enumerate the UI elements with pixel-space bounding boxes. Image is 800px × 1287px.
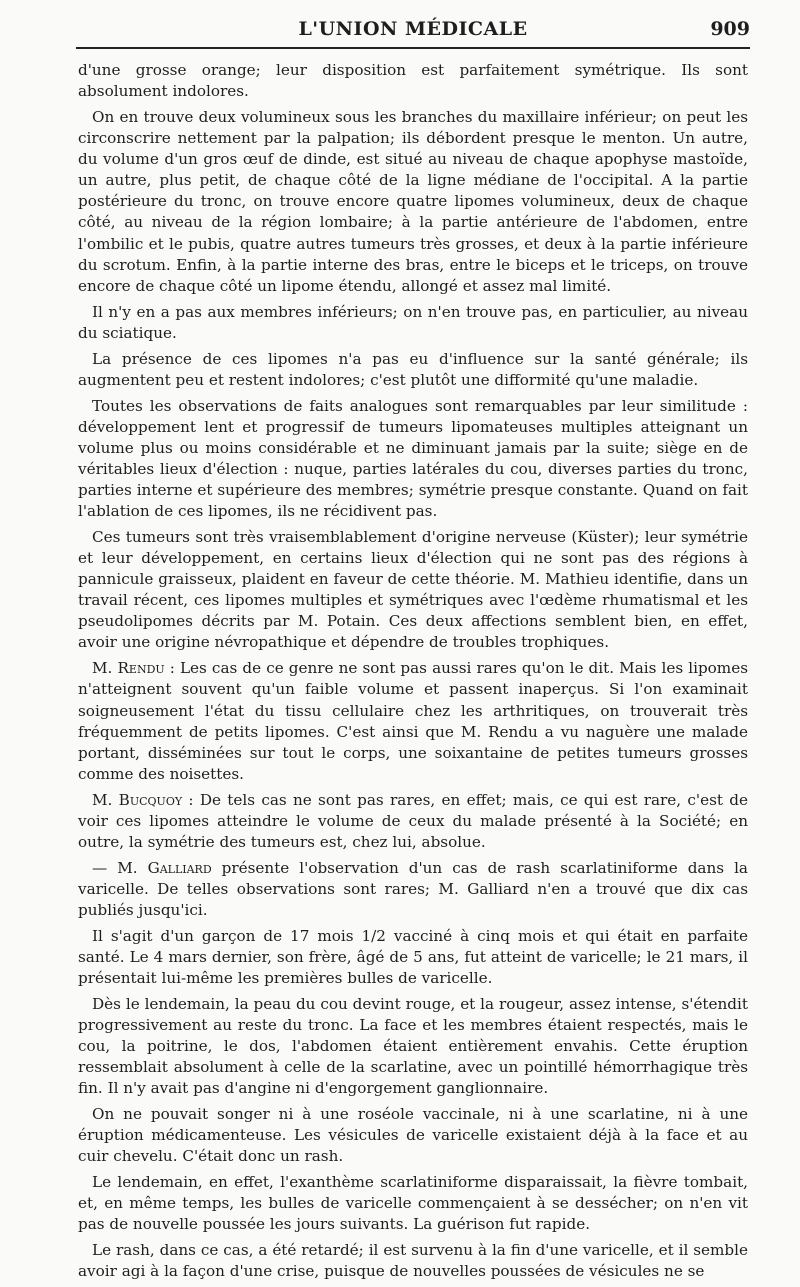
speaker-name: M. Rendu :: [92, 659, 175, 678]
paragraph: M. Rendu : Les cas de ce genre ne sont pas aussi rares qu'on le dit. Mais les lipomes n'atteignent souvent qu'un faible volume et passent inaperçus. Si l'on examinait soigneusement l'état du tissu cellulaire chez les arthritiques, on trouverait très fréquemment de petits lipomes. C'est ainsi que M. Rendu a vu naguère une malade portant, disséminées sur tout le corps, une soixantaine de petites tumeurs grosses comme des noisettes.: [78, 659, 748, 783]
paragraph: La présence de ces lipomes n'a pas eu d'influence sur la santé générale; ils augmentent peu et restent indolores; c'est plutôt une difformité qu'une maladie.: [78, 349, 748, 389]
paragraph: Toutes les observations de faits analogues sont remarquables par leur similitude : développement lent et progressif de tumeurs lipomateuses multiples atteignant un volume plus ou moins considérable et ne diminuant jamais par la suite; siège en de véritables lieux d'élection : nuque, parties latérales du cou, diverses parties du tronc, parties interne et supérieure des membres; symétrie presque constante. Quand on fait l'ablation de ces lipomes, ils ne récidivent pas.: [78, 396, 748, 521]
paragraph: — M. Galliard présente l'observation d'un cas de rash scarlatiniforme dans la varicelle. De telles observations sont rares; M. Galliard n'en a trouvé que dix cas publiés jusqu'ici.: [78, 858, 748, 919]
paragraph: Le rash, dans ce cas, a été retardé; il est survenu à la fin d'une varicelle, et il semble avoir agi à la façon d'une crise, puisque de nouvelles poussées de vésicules ne se: [78, 1241, 748, 1281]
paragraph: On ne pouvait songer ni à une roséole vaccinale, ni à une scarlatine, ni à une éruption médicamenteuse. Les vésicules de varicelle existaient déjà à la face et au cuir chevelu. C'était donc un rash.: [78, 1105, 748, 1166]
speaker-name: M. Bucquoy :: [92, 790, 194, 809]
paragraph: M. Bucquoy : De tels cas ne sont pas rares, en effet; mais, ce qui est rare, c'est de voir ces lipomes atteindre le volume de ceux du malade présenté à la Société; en outre, la symétrie des tumeurs est, chez lui, absolue.: [78, 790, 748, 851]
paragraph: Il n'y en a pas aux membres inférieurs; on n'en trouve pas, en particulier, au niveau du sciatique.: [78, 302, 748, 342]
paragraph: d'une grosse orange; leur disposition est parfaitement symétrique. Ils sont absolument indolores.: [78, 61, 748, 101]
header-rule: [76, 47, 750, 49]
paragraph: Le lendemain, en effet, l'exanthème scarlatiniforme disparaissait, la fièvre tombait, et, en même temps, les bulles de varicelle commençaient à se dessécher; on n'en vit pas de nouvelle poussée les jours suivants. La guérison fut rapide.: [78, 1173, 748, 1234]
paragraph: On en trouve deux volumineux sous les branches du maxillaire inférieur; on peut les circonscrire nettement par la palpation; ils débordent presque le menton. Un autre, du volume d'un gros œuf de dinde, est situé au niveau de chaque apophyse mastoïde, un autre, plus petit, de chaque côté de la ligne médiane de l'occipital. A la partie postérieure du tronc, on trouve encore quatre lipomes volumineux, deux de chaque côté, au niveau de la région lombaire; à la partie antérieure de l'abdomen, entre l'ombilic et le pubis, quatre autres tumeurs très grosses, et deux à la partie inférieure du scrotum. Enfin, à la partie interne des bras, entre le biceps et le triceps, on trouve encore de chaque côté un lipome étendu, allongé et assez mal limité.: [78, 107, 748, 295]
page-number: 909: [710, 18, 750, 40]
journal-title: L'UNION MÉDICALE: [298, 18, 528, 40]
speaker-name: — M. Galliard: [92, 858, 212, 877]
paragraph: Dès le lendemain, la peau du cou devint rouge, et la rougeur, assez intense, s'étendit progressivement au reste du tronc. La face et les membres étaient respectés, mais le cou, la poitrine, le dos, l'abdomen étaient entièrement envahis. Cette éruption ressemblait absolument à celle de la scarlatine, avec un pointillé hémorrhagique très fin. Il n'y avait pas d'angine ni d'engorgement ganglionnaire.: [78, 994, 748, 1098]
article-body: [78, 60, 748, 1287]
paragraph: Il s'agit d'un garçon de 17 mois 1/2 vacciné à cinq mois et qui était en parfaite santé. Le 4 mars dernier, son frère, âgé de 5 ans, fut atteint de varicelle; le 21 mars, il présentait lui-même les premières bulles de varicelle.: [78, 926, 748, 988]
paragraph: Ces tumeurs sont très vraisemblablement d'origine nerveuse (Küster); leur symétrie et leur développement, en certains lieux d'élection qui ne sont pas des régions à pannicule graisseux, plaident en faveur de cette théorie. M. Mathieu identifie, dans un travail récent, ces lipomes multiples et symétriques avec l'œdème rhumatismal et les pseudolipomes décrits par M. Potain. Ces deux affections semblent bien, en effet, avoir une origine névropathique et dépendre de troubles trophiques.: [78, 527, 748, 652]
